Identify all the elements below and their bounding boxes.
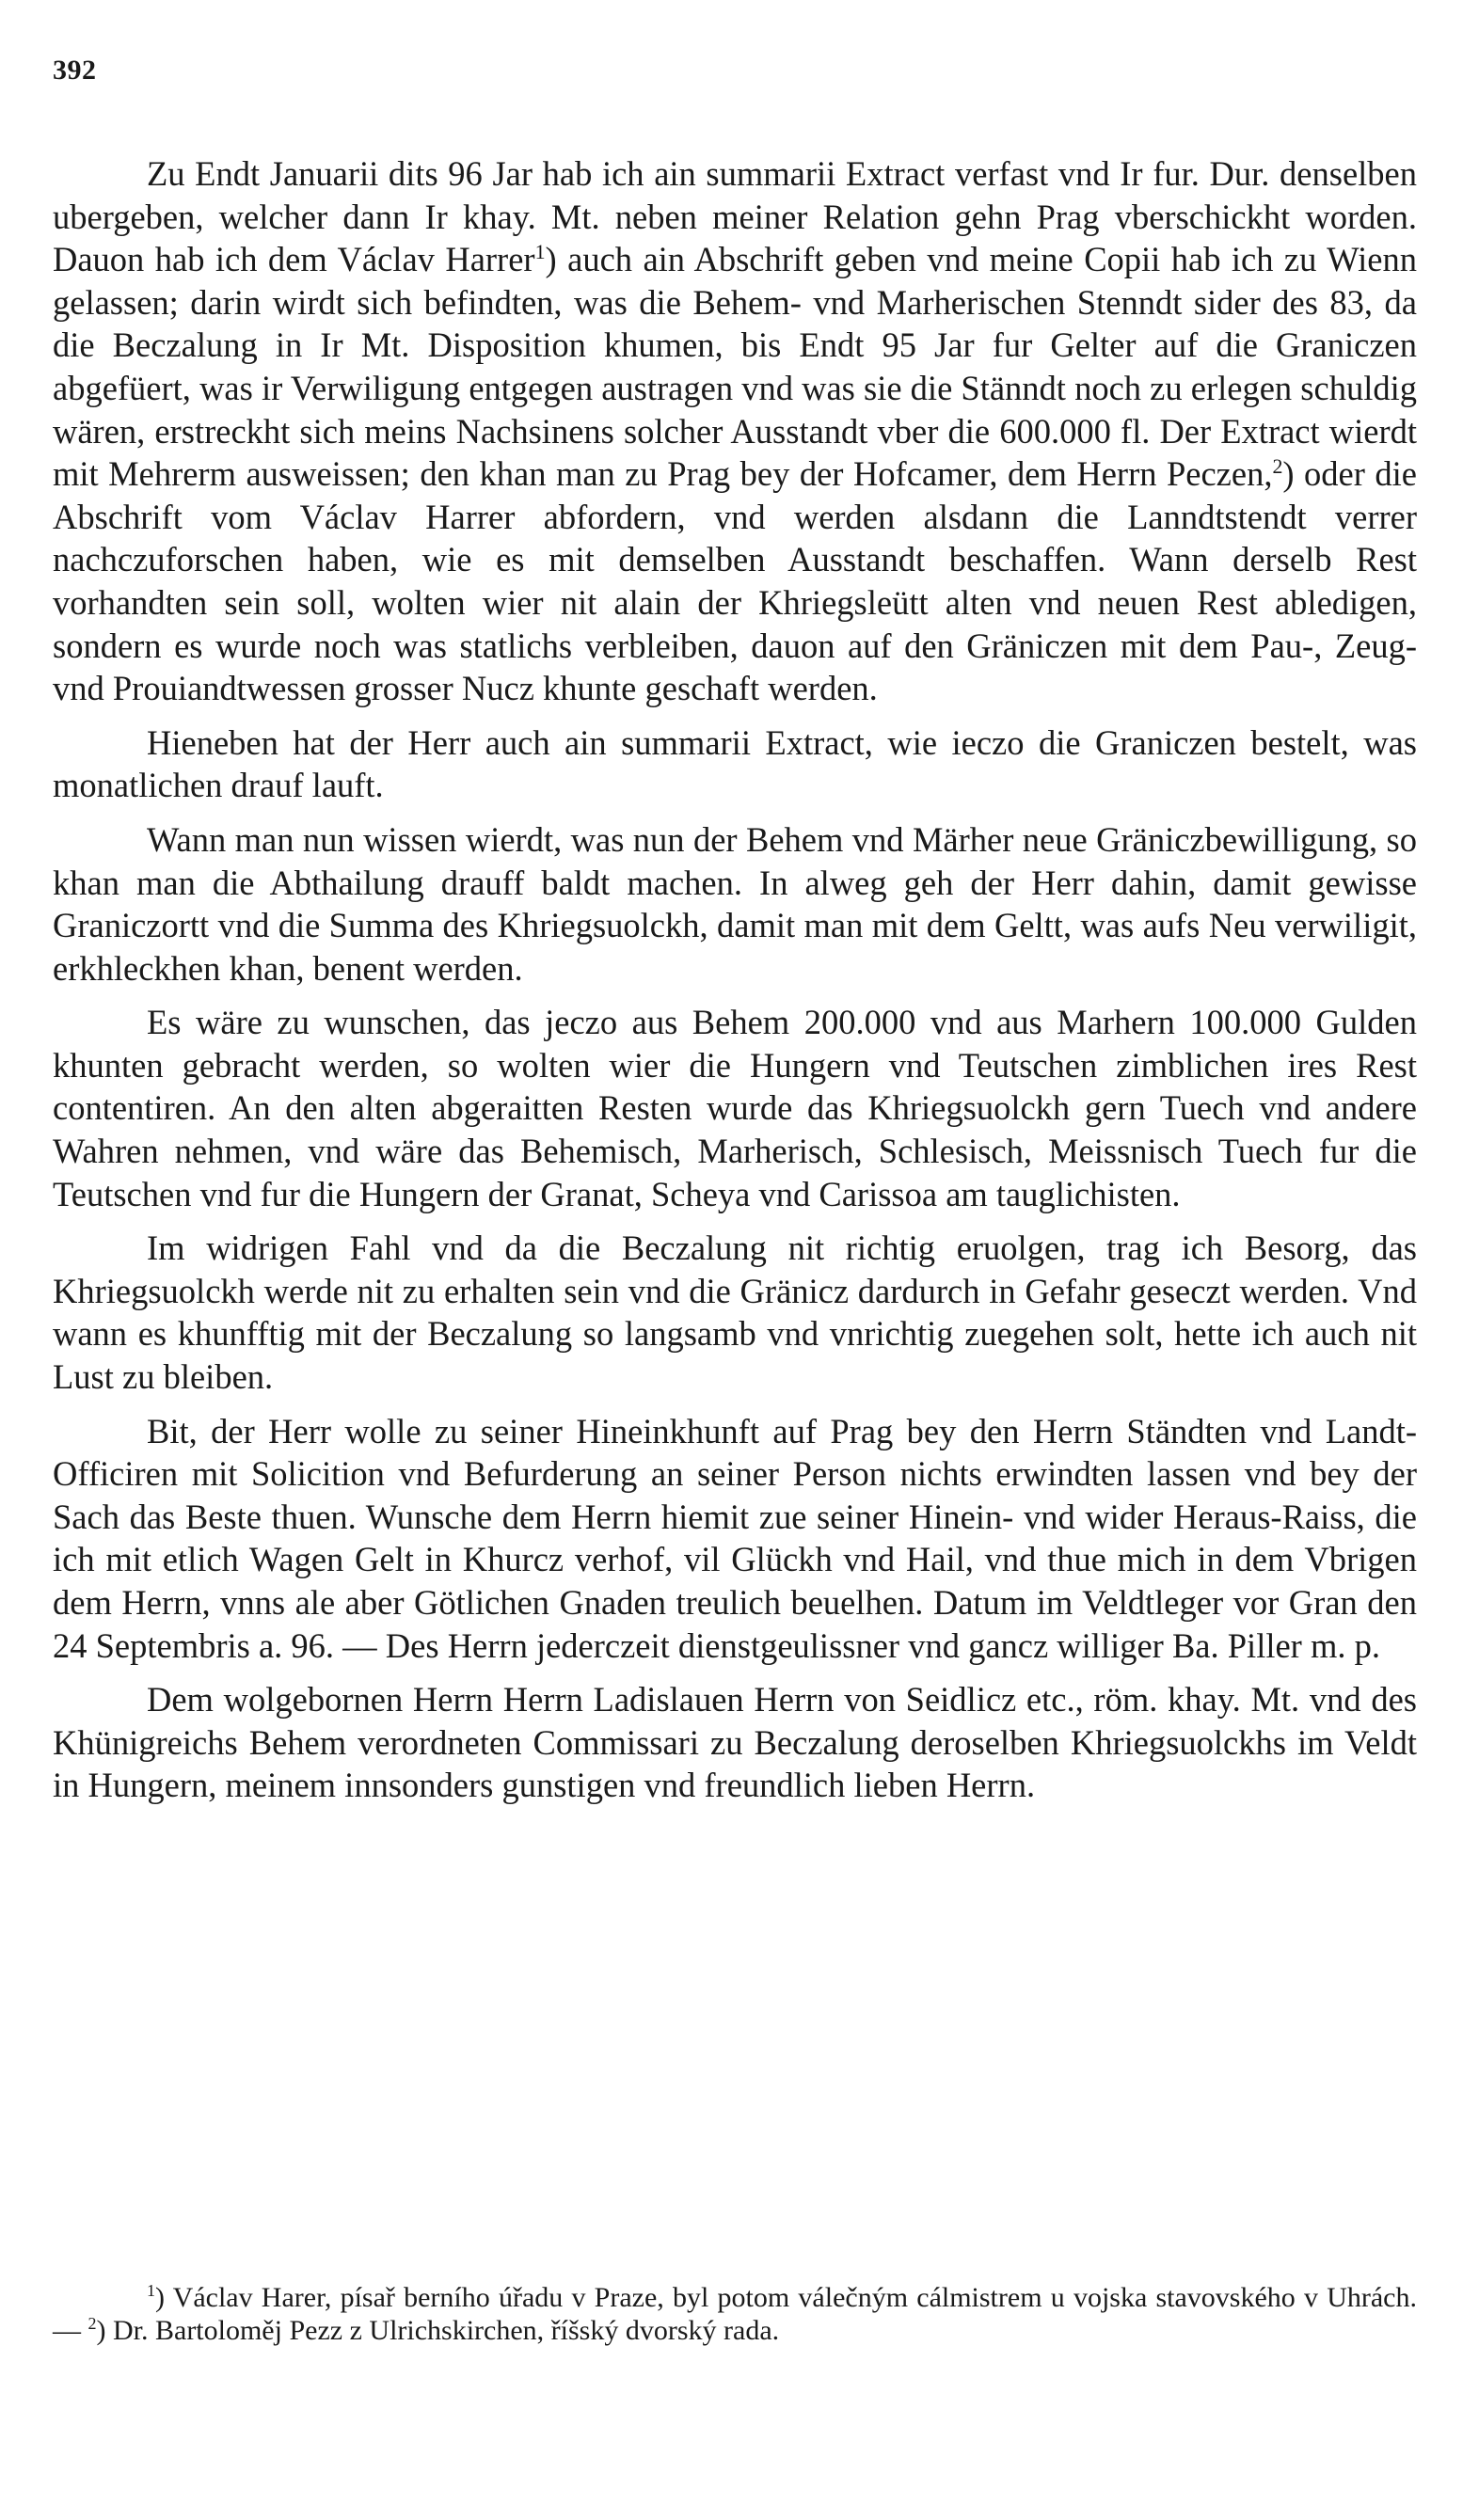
- footnote-marker-2: 2: [87, 2314, 97, 2333]
- paragraph-6: Bit, der Herr wolle zu seiner Hineinkhunft auf Prag bey den Herrn Ständten vnd Landt-Officiren mit Solicition vnd Befurderung an seiner Person nichts erwindten lassen vnd bey der Sach das Beste thuen. Wunsche dem Herrn hiemit zue seiner Hinein- vnd wider Heraus-Raiss, die ich mit etlich Wagen Gelt in Khurcz verhof, vil Glückh vnd Hail, vnd thue mich in dem Vbrigen dem Herrn, vnns ale aber Götlichen Gnaden treulich beuelhen. Datum im Veldtleger vor Gran den 24 Septembris a. 96. — Des Herrn jederczeit dienstgeulissner vnd gancz williger Ba. Piller m. p.: [53, 1411, 1417, 1665]
- footnote-block: [53, 2281, 1417, 2347]
- paragraph-4: Es wäre zu wunschen, das jeczo aus Behem 200.000 vnd aus Marhern 100.000 Gulden khunten gebracht werden, so wolten wier die Hungern vnd Teutschen zimblichen ires Rest contentiren. An den alten abgeraitten Resten wurde das Khriegsuolckh gern Tuech vnd andere Wahren nehmen, vnd wäre das Behemisch, Marherisch, Schlesisch, Meissnisch Tuech fur die Teutschen vnd fur die Hungern der Granat, Scheya vnd Carissoa am tauglichisten.: [53, 1003, 1417, 1213]
- footnote-text-2: ) Dr. Bartoloměj Pezz z Ulrichskirchen, říšský dvorský rada.: [96, 2315, 780, 2346]
- paragraph-1-part-c: ) oder die Abschrift vom Václav Harrer abfordern, vnd werden alsdann die Lanndtstendt verrer nachczuforschen haben, wie es mit demselben Ausstandt beschaffen. Wann derselb Rest vorhandten sein soll, wolten wier nit alain der Khriegsleütt alten vnd neuen Rest abledigen, sondern es wurde noch was statlichs verbleiben, dauon auf den Gräniczen mit dem Pau-, Zeug- vnd Prouiandtwessen grosser Nucz khunte geschaft werden.: [53, 454, 1417, 708]
- paragraph-7-address: Dem wolgebornen Herrn Herrn Ladislauen Herrn von Seidlicz etc., röm. khay. Mt. vnd des Khünigreichs Behem verordneten Commissari zu Beczalung deroselben Khriegsuolckhs im Veldt in Hungern, meinem innsonders gunstigen vnd freundlich lieben Herrn.: [53, 1680, 1417, 1805]
- paragraph-1-part-b: ) auch ain Abschrift geben vnd meine Copii hab ich zu Wienn gelassen; darin wirdt sich befindten, was die Behem- vnd Marherischen Stenndt sider des 83, da die Beczalung in Ir Mt. Disposition khumen, bis Endt 95 Jar fur Gelter auf die Graniczen abgefüert, was ir Verwiligung entgegen austragen vnd was sie die Stänndt noch zu erlegen schuldig wären, erstreckht sich meins Nachsinens solcher Ausstandt vber die 600.000 fl. Der Extract wierdt mit Mehrerm ausweissen; den khan man zu Prag bey der Hofcamer, dem Herrn Peczen,: [53, 240, 1417, 494]
- paragraph-1-part-a: Zu Endt Januarii dits 96 Jar hab ich ain summarii Extract verfast vnd Ir fur. Dur. denselben ubergeben, welcher dann Ir khay. Mt. neben meiner Relation gehn Prag vberschickht worden. Dauon hab ich dem Václav Harrer: [53, 154, 1417, 279]
- footnote-ref-1: 1: [534, 240, 546, 264]
- paragraph-1: [53, 152, 1417, 710]
- footnote-text-1: ) Václav Harer, písař berního úřadu v Praze, byl potom válečným cálmistrem u vojska stavovského v Uhrách. —: [53, 2282, 1417, 2346]
- paragraph-2: Hieneben hat der Herr auch ain summarii Extract, wie ieczo die Graniczen bestelt, was monatlichen drauf lauft.: [53, 722, 1417, 805]
- footnotes: [53, 2281, 1417, 2347]
- footnote-marker-1: 1: [147, 2281, 155, 2300]
- letter-body: [53, 152, 1417, 1818]
- footnote-ref-2: 2: [1272, 454, 1283, 478]
- paragraph-5: Im widrigen Fahl vnd da die Beczalung nit richtig eruolgen, trag ich Besorg, das Khriegsuolckh werde nit zu erhalten sein vnd die Gränicz dardurch in Gefahr geseczt werden. Vnd wann es khunfftig mit der Beczalung so langsamb vnd vnrichtig zuegehen solt, hette ich auch nit Lust zu bleiben.: [53, 1228, 1417, 1397]
- page-number: 392: [53, 55, 97, 86]
- paragraph-3: Wann man nun wissen wierdt, was nun der Behem vnd Märher neue Gräniczbewilligung, so khan man die Abthailung drauff baldt machen. In alweg geh der Herr dahin, damit gewisse Graniczortt vnd die Summa des Khriegsuolckh, damit man mit dem Geltt, was aufs Neu verwiligit, erkhleckhen khan, benent werden.: [53, 819, 1417, 988]
